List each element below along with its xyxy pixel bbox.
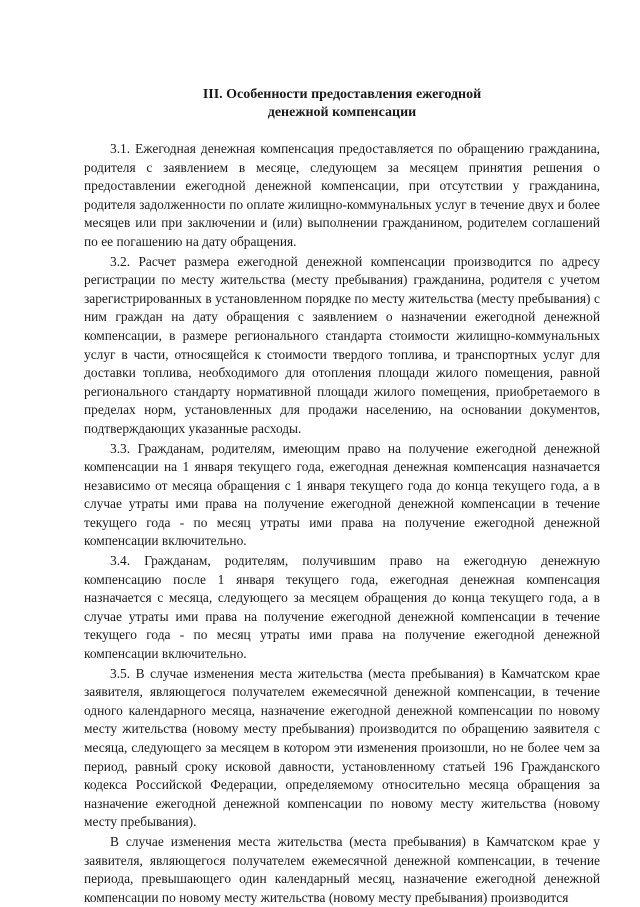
section-heading bbox=[84, 86, 600, 122]
paragraph-3-5: 3.5. В случае изменения места жительства (места пребывания) в Камчатском крае заявителя, являющегося получателем ежемесячной денежной компенсации, в течение одного календарного месяца, назначение ежегодной денежной компенсации по новому месту жительства (новому месту пребывания) производится по обращению заявителя с месяца, следующего за месяцем в котором эти изменения произошли, но не более чем за период, равный сроку исковой давности, установленному статьей 196 Гражданского кодекса Российской Федерации, определяемому относительно месяца обращения за назначение ежегодной денежной компенсации по новому месту жительства (новому месту пребывания). bbox=[84, 665, 600, 830]
paragraph-3-1: 3.1. Ежегодная денежная компенсация предоставляется по обращению гражданина, родителя с заявлением в месяце, следующем за месяцем принятия решения о предоставлении ежегодной денежной компенсации, при отсутствии у гражданина, родителя задолженности по оплате жилищно-коммунальных услуг в течение двух и более месяцев или при заключении и (или) выполнении гражданином, родителем соглашений по ее погашению на дату обращения. bbox=[84, 141, 600, 249]
paragraph-3-4: 3.4. Гражданам, родителям, получившим право на ежегодную денежную компенсацию после 1 января текущего года, ежегодная денежная компенсация назначается с месяца, следующего за месяцем обращения до конца текущего года, а в случае утраты ими права на получение ежегодной денежной компенсации в течение текущего года - по месяц утраты ими права на получение ежегодной денежной компенсации включительно. bbox=[84, 553, 600, 662]
paragraph-3-5-continued: В случае изменения места жительства (места пребывания) в Камчатском крае у заявителя, являющегося получателем ежемесячной денежной компенсации, в течение периода, превышающего один календарный месяц, назначение ежегодной денежной компенсации по новому месту жительства (новому месту пребывания) производится bbox=[84, 833, 600, 905]
paragraph-3-2: 3.2. Расчет размера ежегодной денежной компенсации производится по адресу регистрации по месту жительства (месту пребывания) гражданина, родителя с учетом зарегистрированных в установленном порядке по месту жительства (месту пребывания) с ним граждан на дату обращения с заявлением о назначении ежегодной денежной компенсации, в размере регионального стандарта стоимости жилищно-коммунальных услуг в части, относящейся к стоимости твердого топлива, и транспортных услуг для доставки топлива, необходимого для отопления площади жилого помещения, равной регионального стандарту нормативной площади жилого помещения, приобретаемого в пределах норм, установленных для продажи населению, на основании документов, подтверждающих указанные расходы. bbox=[84, 253, 600, 436]
paragraph-3-3: 3.3. Гражданам, родителям, имеющим право на получение ежегодной денежной компенсации на 1 января текущего года, ежегодная денежная компенсация назначается независимо от месяца обращения с 1 января текущего года до конца текущего года, а в случае утраты ими права на получение ежегодной денежной компенсации в течение текущего года - по месяц утраты ими права на получение ежегодной денежной компенсации включительно. bbox=[84, 440, 600, 549]
section-heading-line-1: III. Особенности предоставления ежегодной bbox=[202, 87, 482, 102]
section-heading-line-2: денежной компенсации bbox=[267, 105, 417, 120]
